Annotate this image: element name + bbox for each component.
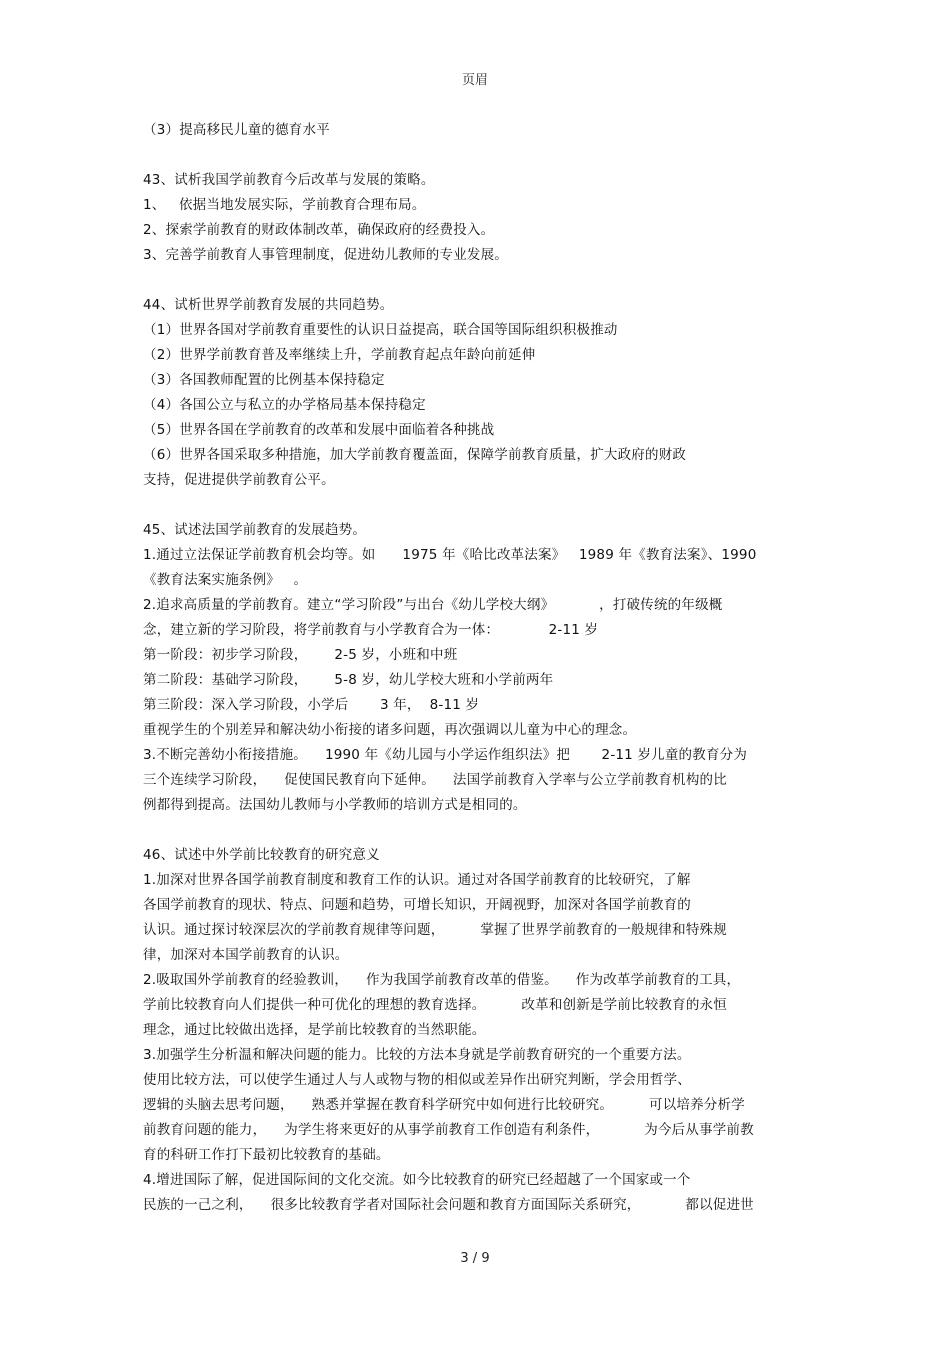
text-line: 使用比较方法，可以使学生通过人与人或物与物的相似或差异作出研究判断，学会用哲学、 — [143, 1072, 691, 1088]
text-line: 逻辑的头脑去思考问题， 熟悉并掌握在教育科学研究中如何进行比较研究。 可以培养分析学 — [143, 1097, 745, 1113]
text-line: 民族的一己之利， 很多比较教育学者对国际社会问题和教育方面国际关系研究， 都以促进世 — [143, 1197, 754, 1213]
page-number: 3 / 9 — [460, 1251, 490, 1266]
text-line: 三个连续学习阶段， 促使国民教育向下延伸。 法国学前教育入学率与公立学前教育机构的比 — [143, 772, 727, 788]
text-line: 43、试析我国学前教育今后改革与发展的策略。 — [143, 172, 435, 188]
text-line: （6）世界各国采取多种措施，加大学前教育覆盖面，保障学前教育质量，扩大政府的财政 — [143, 447, 687, 463]
text-line: 46、试述中外学前比较教育的研究意义 — [143, 847, 380, 863]
text-line: （2）世界学前教育普及率继续上升，学前教育起点年龄向前延伸 — [143, 347, 536, 363]
text-line: （4）各国公立与私立的办学格局基本保持稳定 — [143, 397, 426, 413]
text-line: 1、 依据当地发展实际，学前教育合理布局。 — [143, 197, 426, 213]
paragraph-gap — [143, 493, 813, 518]
text-line: 育的科研工作打下最初比较教育的基础。 — [143, 1147, 390, 1163]
paragraph-gap — [143, 268, 813, 293]
text-line: 前教育问题的能力， 为学生将来更好的从事学前教育工作创造有利条件， 为今后从事学前教 — [143, 1122, 754, 1138]
text-line: 2.追求高质量的学前教育。建立“学习阶段”与出台《幼儿学校大纲》 ，打破传统的年级概 — [143, 597, 723, 613]
text-line: 3、完善学前教育人事管理制度，促进幼儿教师的专业发展。 — [143, 247, 508, 263]
page-header: 页眉 — [461, 73, 488, 88]
text-line: 2、探索学前教育的财政体制改革，确保政府的经费投入。 — [143, 222, 495, 238]
text-line: （1）世界各国对学前教育重要性的认识日益提高，联合国等国际组织积极推动 — [143, 322, 618, 338]
text-line: 第一阶段：初步学习阶段， 2-5 岁，小班和中班 — [143, 647, 458, 663]
text-line: 3.不断完善幼小衔接措施。 1990 年《幼儿园与小学运作组织法》把 2-11 岁儿童的教育分为 — [143, 747, 748, 763]
text-line: 《教育法案实施条例》 。 — [143, 572, 308, 588]
text-line: 45、试述法国学前教育的发展趋势。 — [143, 522, 367, 538]
text-line: （3）各国教师配置的比例基本保持稳定 — [143, 372, 385, 388]
text-line: 理念，通过比较做出选择，是学前比较教育的当然职能。 — [143, 1022, 486, 1038]
text-line: 2.吸取国外学前教育的经验教训， 作为我国学前教育改革的借鉴。 作为改革学前教育的工具， — [143, 972, 741, 988]
text-line: 例都得到提高。法国幼儿教师与小学教师的培训方式是相同的。 — [143, 797, 527, 813]
text-line: 认识。通过探讨较深层次的学前教育规律等问题， 掌握了世界学前教育的一般规律和特殊规 — [143, 922, 727, 938]
text-line: 4.增进国际了解，促进国际间的文化交流。如今比较教育的研究已经超越了一个国家或一个 — [143, 1172, 691, 1188]
text-line: 1.通过立法保证学前教育机会均等。如 1975 年《哈比改革法案》 1989 年《教育法案》、1990 — [143, 547, 757, 563]
text-line: 44、试析世界学前教育发展的共同趋势。 — [143, 297, 394, 313]
text-line: 念，建立新的学习阶段，将学前教育与小学教育合为一体： 2-11 岁 — [143, 622, 599, 638]
text-line: （5）世界各国在学前教育的改革和发展中面临着各种挑战 — [143, 422, 495, 438]
text-line: 1.加深对世界各国学前教育制度和教育工作的认识。通过对各国学前教育的比较研究，了解 — [143, 872, 691, 888]
text-line: 律，加深对本国学前教育的认识。 — [143, 947, 349, 963]
text-line: 学前比较教育向人们提供一种可优化的理想的教育选择。 改革和创新是学前比较教育的永恒 — [143, 997, 727, 1013]
text-line: 重视学生的个别差异和解决幼小衔接的诸多问题，再次强调以儿童为中心的理念。 — [143, 722, 637, 738]
paragraph-gap — [143, 143, 813, 168]
text-line: （3）提高移民儿童的德育水平 — [143, 122, 330, 138]
text-line: 第二阶段：基础学习阶段， 5-8 岁，幼儿学校大班和小学前两年 — [143, 672, 554, 688]
document-body — [143, 118, 813, 1218]
text-line: 支持，促进提供学前教育公平。 — [143, 472, 335, 488]
text-line: 3.加强学生分析温和解决问题的能力。比较的方法本身就是学前教育研究的一个重要方法。 — [143, 1047, 691, 1063]
text-line: 第三阶段：深入学习阶段，小学后 3 年， 8-11 岁 — [143, 697, 480, 713]
paragraph-gap — [143, 818, 813, 843]
text-line: 各国学前教育的现状、特点、问题和趋势，可增长知识，开阔视野，加深对各国学前教育的 — [143, 897, 691, 913]
